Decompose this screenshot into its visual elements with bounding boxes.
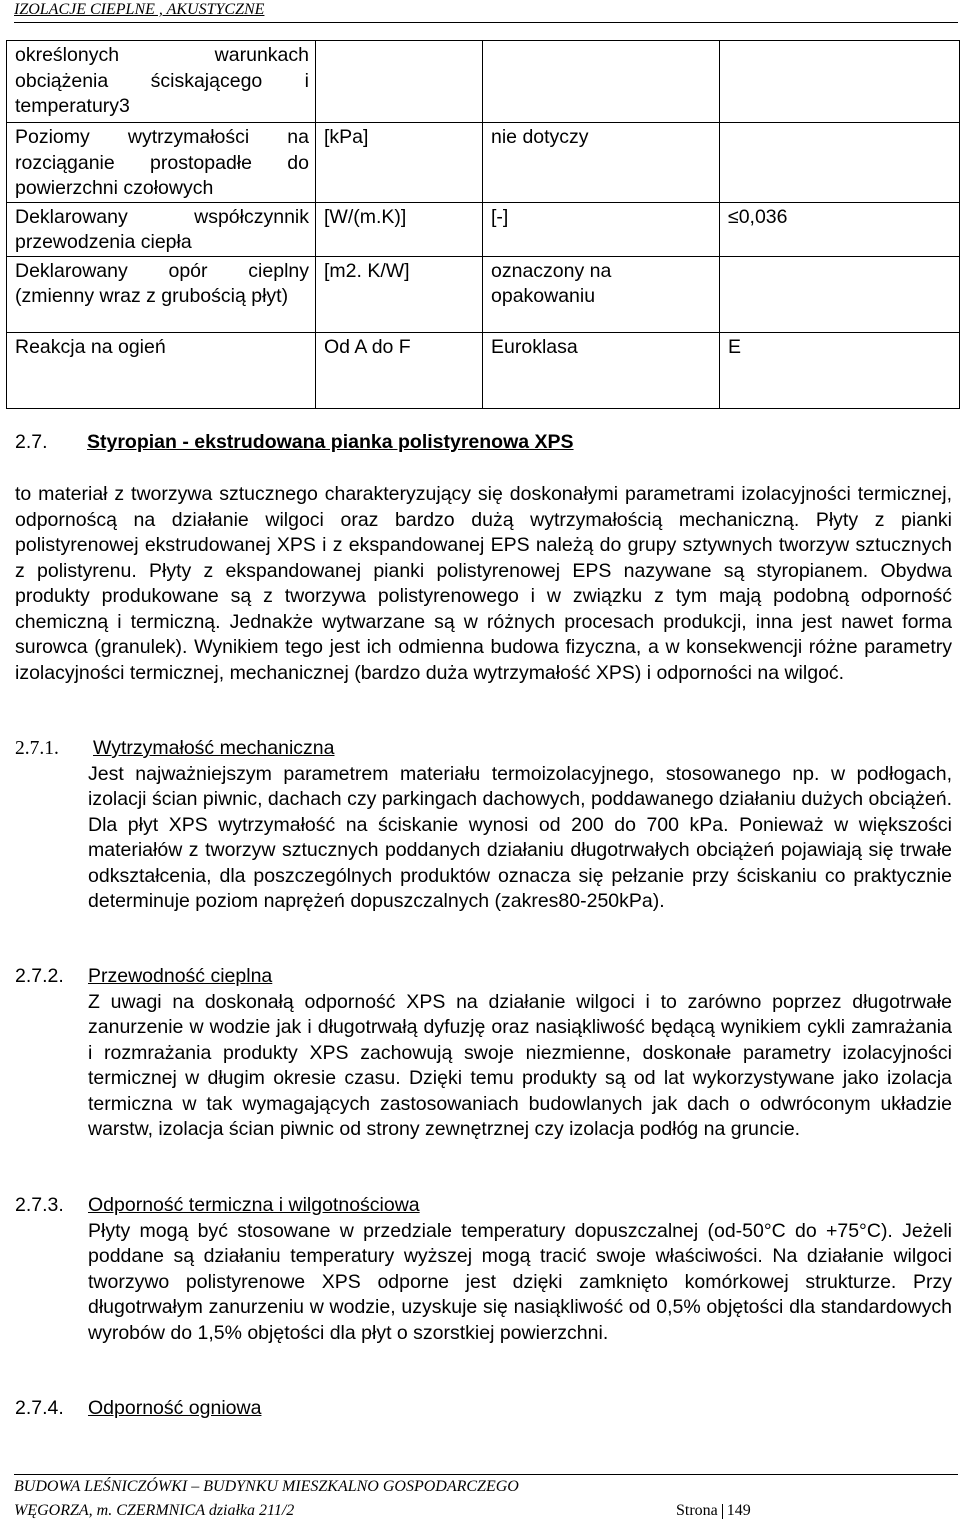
- subsection-title: Przewodność cieplna: [88, 965, 273, 987]
- subsection-number: 2.7.4.: [15, 1397, 64, 1419]
- footer-line-2: WĘGORZA, m. CZERMNICA działka 211/2: [14, 1502, 295, 1519]
- subsection-body: Płyty mogą być stosowane w przedziale temperatury dopuszczalnej (od-50°C do +75°C). Jeżeli poddane są działaniu temperatury wyższej mogą tracić swoje właściwości. Na działanie wilgoci tworzywo polistyrenowe XPS odporne jest dzięki zamknięto komórkowej strukturze. Przy długotrwałym zanurzeniu w wodzie, uzyskuje się nasiąkliwość od 0,5% objętości dla standardowych wyrobów do 1,5% objętości dla płyt o szorstkiej powierzchni.: [88, 1219, 952, 1344]
- table-row: [7, 123, 960, 203]
- page-number: 149: [726, 1502, 751, 1519]
- table-cell: Deklarowany współczynnik przewodzenia ciepła: [7, 202, 316, 256]
- table-cell: Deklarowany opór cieplny (zmienny wraz z grubością płyt): [7, 256, 316, 332]
- table-row: [7, 41, 960, 123]
- table-row: [7, 332, 960, 408]
- table-cell: ≤0,036: [720, 202, 960, 256]
- subsection-title: Odporność ogniowa: [88, 1397, 262, 1419]
- page-indicator: [676, 1499, 751, 1523]
- subsection-title: Wytrzymałość mechaniczna: [93, 737, 335, 759]
- page-header: [14, 0, 958, 23]
- table-cell: nie dotyczy: [483, 123, 720, 203]
- table-cell: oznaczony na opakowaniu: [483, 256, 720, 332]
- table-cell: [W/(m.K)]: [316, 202, 483, 256]
- table-cell: [720, 256, 960, 332]
- subsection-body: Jest najważniejszym parametrem materiału termoizolacyjnego, stosowanego np. w podłogach, izolacji ścian piwnic, dachach czy parkingach dachowych, poddawanego działaniu dużych obciążeń. Dla płyt XPS wytrzymałość na ściskanie wynosi od 200 do 700 kPa. Ponieważ w większości materiałów z tworzyw sztucznych poddanych działaniu długotrwałych obciążeń pojawiają się trwałe odkształcenia, dla poszczególnych produktów oznacza się pełzanie przy ściskaniu co praktycznie determinuje poziom naprężeń dopuszczalnych (zakres80-250kPa).: [88, 762, 952, 912]
- subsection-number: 2.7.1.: [15, 738, 59, 759]
- section-number: 2.7.: [15, 431, 48, 453]
- subsection-number: 2.7.2.: [15, 965, 64, 987]
- subsection-title: Odporność termiczna i wilgotnościowa: [88, 1194, 420, 1216]
- table-row: [7, 256, 960, 332]
- table-cell: E: [720, 332, 960, 408]
- section-heading: [15, 430, 574, 456]
- table-cell: [m2. K/W]: [316, 256, 483, 332]
- table-cell: określonych warunkach obciążenia ściskającego i temperatury3: [7, 41, 316, 123]
- spec-table: [6, 40, 960, 409]
- page-label: Strona: [676, 1502, 718, 1519]
- table-cell: [483, 41, 720, 123]
- header-title: IZOLACJE CIEPLNE , AKUSTYCZNE: [14, 1, 265, 18]
- table-cell: [316, 41, 483, 123]
- table-cell: [kPa]: [316, 123, 483, 203]
- subsection-body: Z uwagi na doskonałą odporność XPS na działanie wilgoci i to zarówno poprzez długotrwałe zanurzenie w wodzie jak i długotrwałą dyfuzję oraz nasiąkliwość będącą wynikiem cykli zamrażania i rozmrażania produkty XPS zachowują swoje niezmienne, doskonałe parametry izolacyjności termicznej w długim okresie czasu. Dzięki temu produkty są od lat wykorzystywane jako izolacja termiczna w tak wymagających zastosowaniach budowlanych jak dach o odwróconym układzie warstw, izolacja ścian piwnic od strony zewnętrznej czy izolacja podłóg na gruncie.: [88, 990, 952, 1140]
- table-cell: Reakcja na ogień: [7, 332, 316, 408]
- section-paragraph: to materiał z tworzywa sztucznego charakteryzujący się doskonałymi parametrami izolacyjności termicznej, odpornoścą na działanie wilgoci oraz bardzo dużą wytrzymałością mechaniczną. Płyty z pianki polistyrenowej ekstrudowanej XPS i z ekspandowanej EPS należą do grupy sztywnych tworzyw sztucznych z polistyrenu. Płyty z ekspandowanej pianki polistyrenowej EPS nazywane są styropianem. Obydwa produkty produkowane są z tworzywa polistyrenowego i w związku z tym mają podobną odporność chemiczną i termiczną. Jednakże wytwarzane są w różnych procesach produkcji, inna jest nawet forma surowca (granulek). Wynikiem tego jest ich odmienna budowa fizyczna, a w konsekwencji różne parametry izolacyjności termicznej, mechanicznej (bardzo duża wytrzymałość XPS) i odporności na wilgoć.: [15, 483, 952, 684]
- section-title: Styropian - ekstrudowana pianka polistyrenowa XPS: [87, 431, 574, 453]
- table-cell: [720, 41, 960, 123]
- subsection-number: 2.7.3.: [15, 1194, 64, 1216]
- table-cell: Euroklasa: [483, 332, 720, 408]
- page-separator: [722, 1504, 723, 1519]
- table-cell: [-]: [483, 202, 720, 256]
- footer-line-1: BUDOWA LEŚNICZÓWKI – BUDYNKU MIESZKALNO GOSPODARCZEGO: [14, 1478, 519, 1495]
- table-cell: [720, 123, 960, 203]
- table-cell: Od A do F: [316, 332, 483, 408]
- table-row: [7, 202, 960, 256]
- table-cell: Poziomy wytrzymałości na rozciąganie prostopadłe do powierzchni czołowych: [7, 123, 316, 203]
- page-footer: [14, 1474, 958, 1523]
